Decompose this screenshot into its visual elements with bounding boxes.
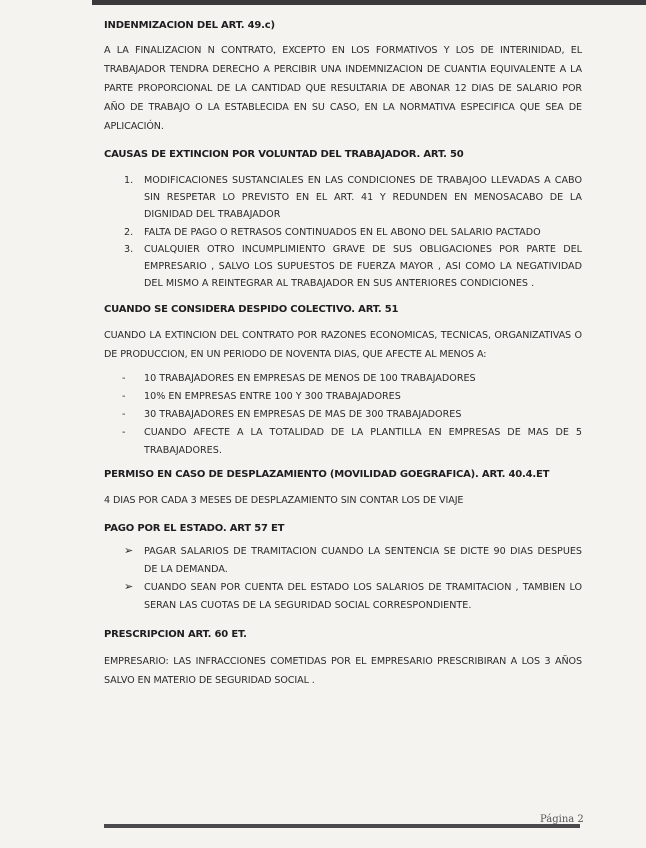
- page-number: Página 2: [540, 814, 584, 825]
- list-item: - 30 TRABAJADORES EN EMPRESAS DE MAS DE 300 TRABAJADORES: [122, 409, 462, 421]
- list-item: ➢ PAGAR SALARIOS DE TRAMITACION CUANDO LA SENTENCIA SE DICTE 90 DIAS DESPUES DE LA DEMANDA.: [124, 544, 582, 576]
- paragraph-art60: EMPRESARIO: LAS INFRACCIONES COMETIDAS POR EL EMPRESARIO PRESCRIBIRAN A LOS 3 AÑOS SALVO EN MATERIO DE SEGURIDAD SOCIAL .: [104, 656, 582, 687]
- paragraph-art49: A LA FINALIZACION N CONTRATO, EXCEPTO EN LOS FORMATIVOS Y LOS DE INTERINIDAD, EL TRABAJADOR TENDRA DERECHO A PERCIBIR UNA INDEMNIZACION DE CUANTIA EQUIVALENTE A LA PARTE PROPORCIONAL DE LA CANTIDAD QUE RESULTARIA DE ABONAR 12 DIAS DE SALARIO POR AÑO DE TRABAJO O LA ESTABLECIDA EN SU CASO, EN LA NORMATIVA ESPECIFICA QUE SEA DE APLICACIÓN.: [104, 45, 582, 132]
- list-item: 3. CUALQUIER OTRO INCUMPLIMIENTO GRAVE DE SUS OBLIGACIONES POR PARTE DEL EMPRESARIO , SALVO LOS SUPUESTOS DE FUERZA MAYOR , ASI COMO LA NEGATIVIDAD DEL MISMO A REINTEGRAR AL TRABAJADOR EN SUS ANTERIORES CONDICIONES .: [124, 243, 582, 290]
- list-art51: [104, 370, 582, 460]
- paragraph-art51: CUANDO LA EXTINCION DEL CONTRATO POR RAZONES ECONOMICAS, TECNICAS, ORGANIZATIVAS O DE PRODUCCION, EN UN PERIODO DE NOVENTA DIAS, QUE AFECTE AL MENOS A:: [104, 330, 582, 361]
- bottom-rule: [104, 824, 580, 828]
- page-content: [104, 20, 582, 690]
- heading-art60: PRESCRIPCION ART. 60 ET.: [104, 629, 247, 641]
- list-art57: [104, 543, 582, 615]
- list-art50: [104, 172, 582, 292]
- heading-art49: INDENMIZACION DEL ART. 49.c): [104, 20, 275, 31]
- heading-art57: PAGO POR EL ESTADO. ART 57 ET: [104, 523, 285, 535]
- arrow-bullet-icon: ➢: [124, 544, 134, 558]
- paragraph-art40: 4 DIAS POR CADA 3 MESES DE DESPLAZAMIENTO SIN CONTAR LOS DE VIAJE: [104, 495, 464, 507]
- list-item: - CUANDO AFECTE A LA TOTALIDAD DE LA PLANTILLA EN EMPRESAS DE MAS DE 5 TRABAJADORES.: [122, 427, 582, 457]
- list-item: 1. MODIFICACIONES SUSTANCIALES EN LAS CONDICIONES DE TRABAJOO LLEVADAS A CABO SIN RESPETAR LO PREVISTO EN EL ART. 41 Y REDUNDEN EN MENOSACABO DE LA DIGNIDAD DEL TRABAJADOR: [124, 175, 582, 221]
- top-rule: [92, 0, 646, 5]
- list-item: - 10 TRABAJADORES EN EMPRESAS DE MENOS DE 100 TRABAJADORES: [122, 373, 476, 385]
- list-item: 2. FALTA DE PAGO O RETRASOS CONTINUADOS EN EL ABONO DEL SALARIO PACTADO: [124, 226, 541, 238]
- list-item: - 10% EN EMPRESAS ENTRE 100 Y 300 TRABAJADORES: [122, 391, 401, 403]
- heading-art51: CUANDO SE CONSIDERA DESPIDO COLECTIVO. ART. 51: [104, 304, 399, 316]
- heading-art40: PERMISO EN CASO DE DESPLAZAMIENTO (MOVILIDAD GOEGRAFICA). ART. 40.4.ET: [104, 469, 550, 481]
- list-item: ➢ CUANDO SEAN POR CUENTA DEL ESTADO LOS SALARIOS DE TRAMITACION , TAMBIEN LO SERAN LAS CUOTAS DE LA SEGURIDAD SOCIAL CORRESPONDIENTE.: [124, 580, 582, 612]
- arrow-bullet-icon: ➢: [124, 580, 134, 594]
- heading-art50: CAUSAS DE EXTINCION POR VOLUNTAD DEL TRABAJADOR. ART. 50: [104, 149, 464, 160]
